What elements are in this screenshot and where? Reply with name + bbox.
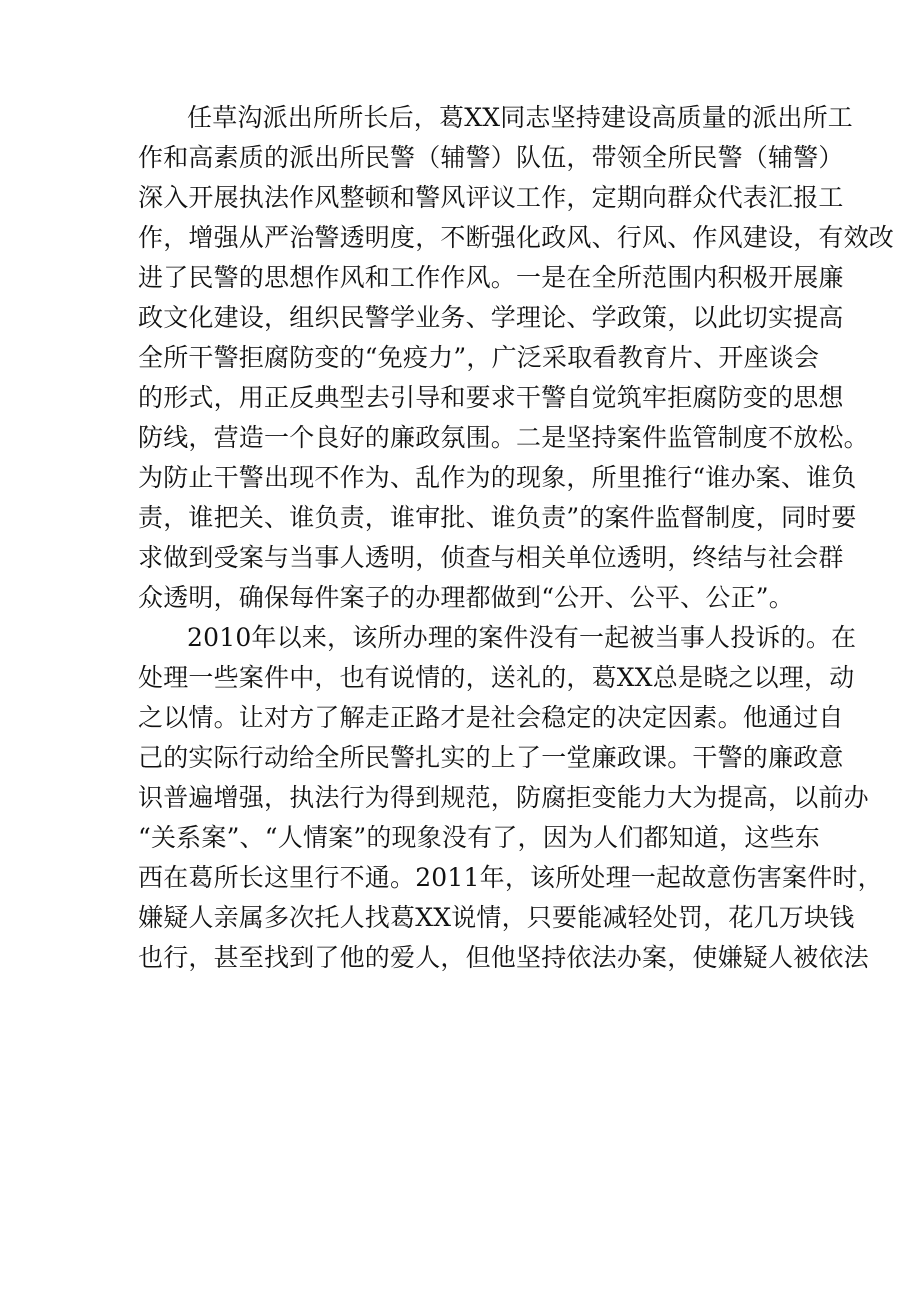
paragraph-line: 也行，甚至找到了他的爱人，但他坚持依法办案，使嫌疑人被依法 xyxy=(138,943,869,972)
paragraph-line: 任草沟派出所所长后，葛XX同志坚持建设高质量的派出所工 xyxy=(187,103,853,132)
paragraph-line: 嫌疑人亲属多次托人找葛XX说情，只要能减轻处罚，花几万块钱 xyxy=(138,903,855,932)
paragraph-line: 作和高素质的派出所民警（辅警）队伍，带领全所民警（辅警） xyxy=(138,143,844,172)
paragraph-line: 责，谁把关、谁负责，谁审批、谁负责”的案件监督制度，同时要 xyxy=(138,503,857,532)
paragraph-line: 为防止干警出现不作为、乱作为的现象，所里推行“谁办案、谁负 xyxy=(138,463,857,492)
paragraph-line: 西在葛所长这里行不通。2011年，该所处理一起故意伤害案件时， xyxy=(138,863,883,892)
document-body xyxy=(138,98,895,978)
paragraph-line: 2010年以来，该所办理的案件没有一起被当事人投诉的。在 xyxy=(187,623,857,652)
paragraph-line: 作，增强从严治警透明度，不断强化政风、行风、作风建设，有效改 xyxy=(138,223,895,252)
paragraph-line: 深入开展执法作风整顿和警风评议工作，定期向群众代表汇报工 xyxy=(138,183,844,212)
paragraph-1 xyxy=(138,98,895,618)
paragraph-line: 众透明，确保每件案子的办理都做到“公开、公平、公正”。 xyxy=(138,583,794,612)
paragraph-2 xyxy=(138,618,883,978)
paragraph-line: 政文化建设，组织民警学业务、学理论、学政策，以此切实提高 xyxy=(138,303,844,332)
paragraph-line: 己的实际行动给全所民警扎实的上了一堂廉政课。干警的廉政意 xyxy=(138,743,844,772)
paragraph-line: 进了民警的思想作风和工作作风。一是在全所范围内积极开展廉 xyxy=(138,263,844,292)
paragraph-line: 全所干警拒腐防变的“免疫力”，广泛采取看教育片、开座谈会 xyxy=(138,343,820,372)
paragraph-line: 求做到受案与当事人透明，侦查与相关单位透明，终结与社会群 xyxy=(138,543,844,572)
paragraph-line: 防线，营造一个良好的廉政氛围。二是坚持案件监管制度不放松。 xyxy=(138,423,869,452)
paragraph-line: 处理一些案件中，也有说情的，送礼的，葛XX总是晓之以理，动 xyxy=(138,663,855,692)
paragraph-line: 的形式，用正反典型去引导和要求干警自觉筑牢拒腐防变的思想 xyxy=(138,383,844,412)
paragraph-line: “关系案”、“人情案”的现象没有了，因为人们都知道，这些东 xyxy=(138,823,820,852)
paragraph-line: 之以情。让对方了解走正路才是社会稳定的决定因素。他通过自 xyxy=(138,703,844,732)
paragraph-line: 识普遍增强，执法行为得到规范，防腐拒变能力大为提高，以前办 xyxy=(138,783,869,812)
